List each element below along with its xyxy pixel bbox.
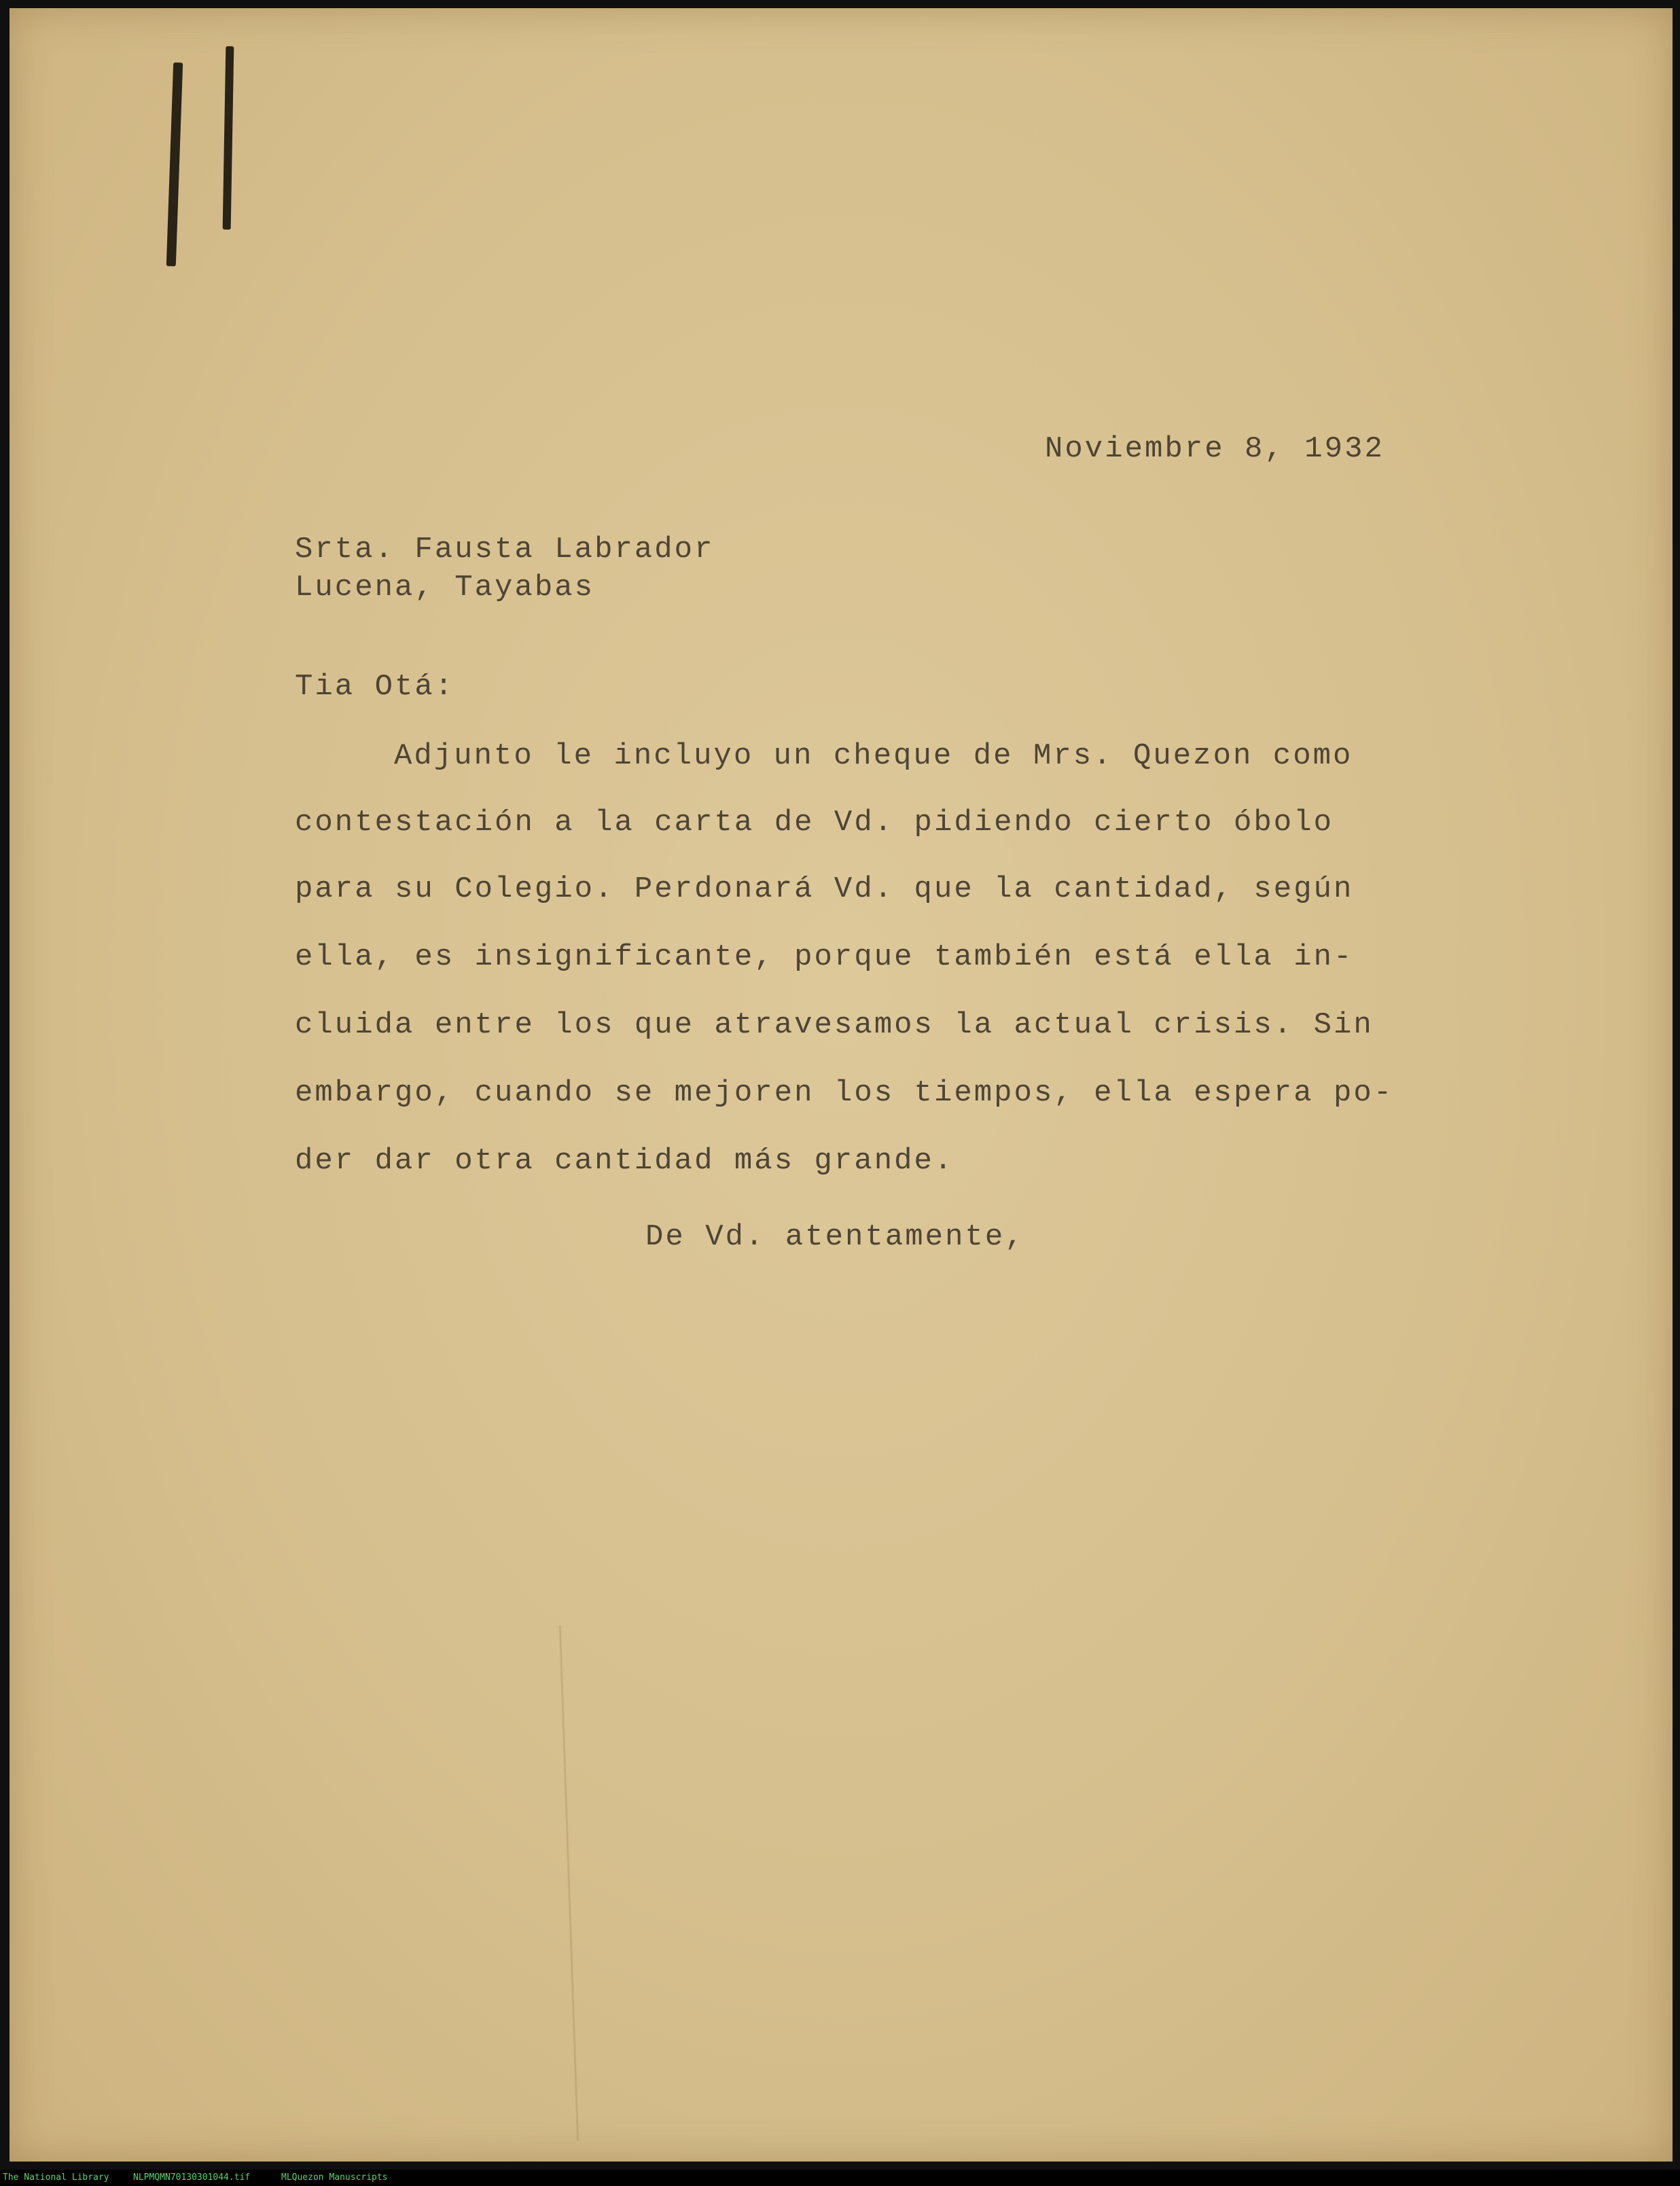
body-line: Adjunto le incluyo un cheque de Mrs. Quezon como — [394, 739, 1353, 773]
body-line: para su Colegio. Perdonará Vd. que la cantidad, según — [295, 872, 1354, 906]
paper-crease — [559, 1625, 579, 2141]
body-line: cluida entre los que atravesamos la actual crisis. Sin — [295, 1008, 1374, 1042]
letter-date: Noviembre 8, 1932 — [1045, 432, 1384, 466]
ink-mark-right — [223, 46, 234, 230]
ink-mark-left — [166, 62, 183, 266]
letter-closing: De Vd. atentamente, — [645, 1220, 1025, 1254]
body-line: ella, es insignificante, porque también está ella in- — [295, 940, 1354, 974]
body-line: embargo, cuando se mejoren los tiempos, ella espera po- — [295, 1076, 1394, 1110]
letter-salutation: Tia Otá: — [295, 670, 455, 704]
reverse-ink-bleed: ​ — [482, 355, 488, 442]
footer-institution: The National Library — [3, 2172, 109, 2183]
archive-footer — [0, 2170, 1680, 2186]
recipient-name: Srta. Fausta Labrador — [295, 533, 715, 567]
footer-collection: MLQuezon Manuscripts — [281, 2172, 388, 2183]
recipient-location: Lucena, Tayabas — [295, 571, 595, 605]
body-line: der dar otra cantidad más grande. — [295, 1144, 954, 1178]
body-line: contestación a la carta de Vd. pidiendo cierto óbolo — [295, 806, 1334, 840]
footer-filename: NLPMQMN70130301044.tif — [133, 2172, 251, 2183]
